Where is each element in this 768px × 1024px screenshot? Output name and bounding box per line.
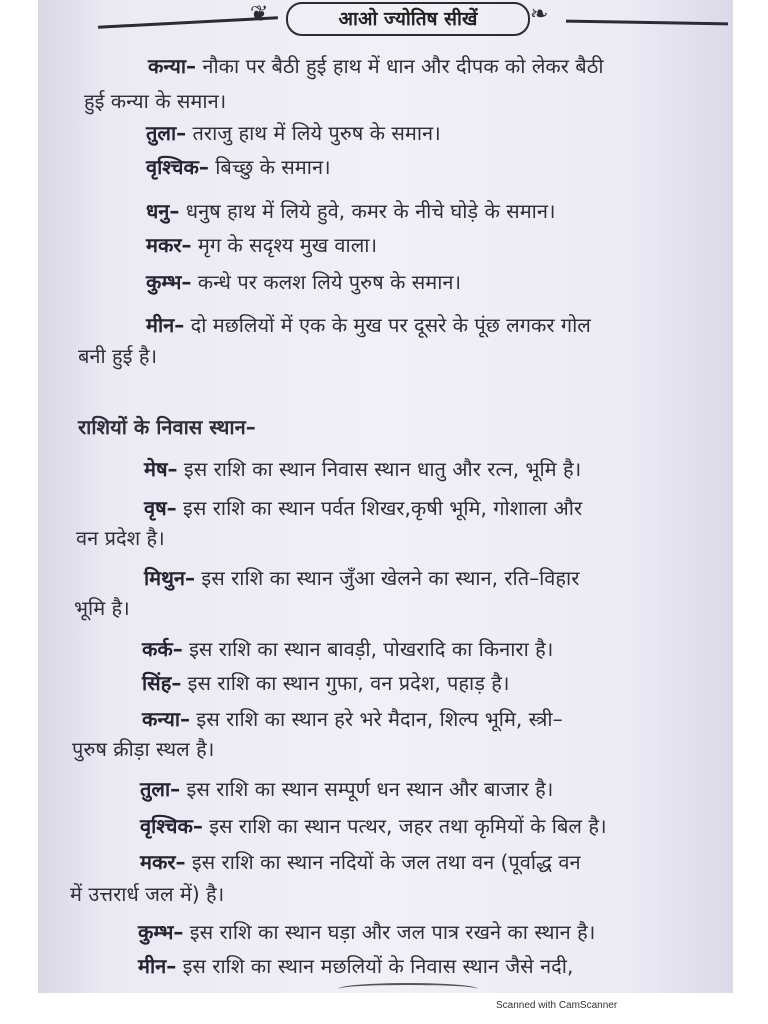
text-line: मीन– दो मछलियों में एक के मुख पर दूसरे के पूंछ लगकर गोल xyxy=(146,313,591,337)
text-line: हुई कन्या के समान। xyxy=(84,89,227,113)
text-line: वृष– इस राशि का स्थान पर्वत शिखर,कृषी भूमि, गोशाला और xyxy=(144,496,583,520)
text-line: बनी हुई है। xyxy=(78,344,158,368)
header-rule-right xyxy=(566,20,728,26)
text-line: वन प्रदेश है। xyxy=(76,526,165,550)
text-line: वृश्चिक– इस राशि का स्थान पत्थर, जहर तथा कृमियों के बिल है। xyxy=(140,814,607,838)
text-line: मीन– इस राशि का स्थान मछलियों के निवास स्थान जैसे नदी, xyxy=(138,954,574,978)
book-title: आओ ज्योतिष सीखें xyxy=(286,2,530,36)
section-heading: राशियों के निवास स्थान– xyxy=(78,415,256,439)
scanner-watermark: Scanned with CamScanner xyxy=(496,1000,618,1011)
text-line: धनु– धनुष हाथ में लिये हुवे, कमर के नीचे घोड़े के समान। xyxy=(146,199,556,223)
text-line: में उत्तरार्ध जल में) है। xyxy=(70,882,225,906)
text-line: पुरुष क्रीड़ा स्थल है। xyxy=(72,737,215,761)
text-line: मिथुन– इस राशि का स्थान जुँआ खेलने का स्थान, रति–विहार xyxy=(144,566,580,590)
header-ornament-left-icon: ❦ xyxy=(250,2,269,27)
text-line: कन्या– इस राशि का स्थान हरे भरे मैदान, शिल्प भूमि, स्त्री– xyxy=(142,707,563,731)
text-line: भूमि है। xyxy=(74,596,130,620)
text-line: मकर– इस राशि का स्थान नदियों के जल तथा वन (पूर्वाद्ध वन xyxy=(140,850,581,874)
text-line: कर्क– इस राशि का स्थान बावड़ी, पोखरादि का किनारा है। xyxy=(142,637,554,661)
text-line: सिंह– इस राशि का स्थान गुफा, वन प्रदेश, पहाड़ है। xyxy=(142,671,510,695)
text-line: मेष– इस राशि का स्थान निवास स्थान धातु और रत्न, भूमि है। xyxy=(144,457,582,481)
text-line: कुम्भ– इस राशि का स्थान घड़ा और जल पात्र रखने का स्थान है। xyxy=(138,920,596,944)
page-header xyxy=(38,0,733,40)
text-line: कन्या– नौका पर बैठी हुई हाथ में धान और दीपक को लेकर बैठी xyxy=(148,54,604,78)
footer-ornament xyxy=(338,983,478,993)
scanned-page xyxy=(38,0,733,993)
text-line: मकर– मृग के सदृश्य मुख वाला। xyxy=(146,233,378,257)
text-line: वृश्चिक– बिच्छु के समान। xyxy=(146,155,331,179)
text-line: तुला– इस राशि का स्थान सम्पूर्ण धन स्थान और बाजार है। xyxy=(140,777,554,801)
header-ornament-right-icon: ❧ xyxy=(530,2,549,27)
text-line: कुम्भ– कन्धे पर कलश लिये पुरुष के समान। xyxy=(146,270,462,294)
text-line: तुला– तराजु हाथ में लिये पुरुष के समान। xyxy=(146,121,441,145)
